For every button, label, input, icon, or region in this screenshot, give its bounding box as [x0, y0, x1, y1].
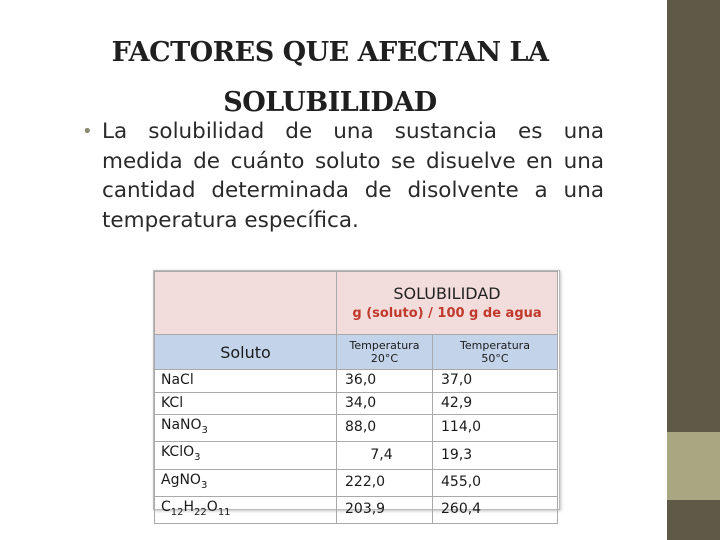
- table-header-row: [155, 272, 558, 335]
- slide-title: [60, 28, 600, 128]
- table-row: [155, 415, 558, 442]
- value-50-cell: 42,9: [433, 392, 558, 415]
- column-header-temp-20: [337, 335, 433, 370]
- table-title-cell: [337, 272, 558, 335]
- solute-cell: KClO$_3$: [155, 442, 337, 469]
- column-header-temp-50-label: Temperatura: [460, 339, 530, 352]
- slide-title-line1: FACTORES QUE AFECTAN LA: [111, 37, 549, 68]
- header-blank-cell: [155, 272, 337, 335]
- value-20-cell: 34,0: [337, 392, 433, 415]
- solute-cell: NaCl: [155, 370, 337, 393]
- table-column-row: [155, 335, 558, 370]
- solute-cell: $C_{12}H_{22}O_{11}$: [155, 496, 337, 523]
- solubility-table: [154, 271, 558, 524]
- solubility-table-image: [153, 270, 560, 518]
- bullet-text: La solubilidad de una sustancia es una medida de cuánto soluto se disuelve en una cantidad determinada de disolvente a una temperatura específica.: [102, 119, 604, 233]
- solute-cell: AgNO$_3$: [155, 469, 337, 496]
- solute-cell: NaNO$_3$: [155, 415, 337, 442]
- sidebar-accent: [667, 432, 720, 500]
- value-20-cell: 7,4: [337, 442, 433, 469]
- table-row: [155, 442, 558, 469]
- value-50-cell: 37,0: [433, 370, 558, 393]
- value-20-cell: 203,9: [337, 496, 433, 523]
- column-header-temp-20-label: Temperatura: [349, 339, 420, 352]
- table-row: [155, 370, 558, 393]
- column-header-temp-20-value: 20°C: [370, 352, 399, 365]
- column-header-solute: Soluto: [155, 335, 337, 370]
- table-subtitle: g (soluto) / 100 g de agua: [352, 306, 542, 321]
- table-row: [155, 496, 558, 523]
- bullet-point: [82, 117, 604, 235]
- value-20-cell: 36,0: [337, 370, 433, 393]
- solute-cell: KCl: [155, 392, 337, 415]
- value-20-cell: 222,0: [337, 469, 433, 496]
- column-header-temp-50-value: 50°C: [481, 352, 509, 365]
- value-50-cell: 260,4: [433, 496, 558, 523]
- slide-title-line2: SOLUBILIDAD: [223, 87, 437, 118]
- value-50-cell: 114,0: [433, 415, 558, 442]
- table-title: SOLUBILIDAD: [393, 284, 501, 303]
- bullet-icon: •: [82, 121, 93, 142]
- value-50-cell: 455,0: [433, 469, 558, 496]
- table-row: [155, 469, 558, 496]
- value-20-cell: 88,0: [337, 415, 433, 442]
- table-row: [155, 392, 558, 415]
- value-50-cell: 19,3: [433, 442, 558, 469]
- column-header-temp-50: [433, 335, 558, 370]
